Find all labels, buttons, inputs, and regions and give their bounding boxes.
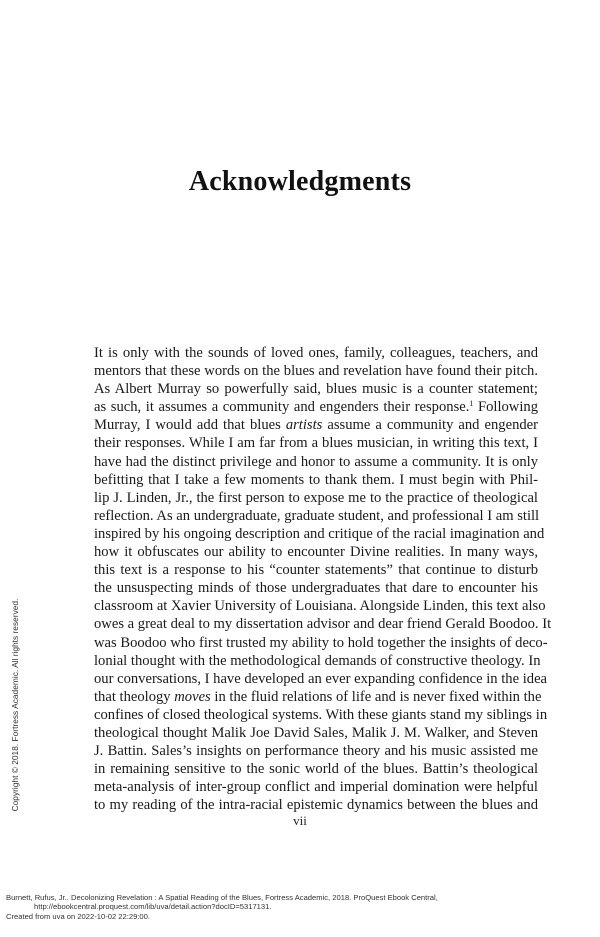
- body-line: [94, 434, 538, 452]
- chapter-heading: Acknowledgments: [188, 166, 412, 197]
- body-text-run: Following: [473, 399, 538, 416]
- body-line: [94, 416, 538, 434]
- body-text-run: their responses. While I am far from a blues musician, in writing this text, I: [94, 435, 538, 452]
- footer-created-line: Created from uva on 2022-10-02 22:29:00.: [6, 911, 150, 921]
- footnote-reference: 1: [469, 399, 474, 409]
- body-text-run: the unsuspecting minds of those undergraduates that dare to encounter his: [94, 580, 538, 597]
- body-text-run: theological thought Malik Joe David Sales, Malik J. M. Walker, and Steven: [94, 724, 538, 741]
- body-text-run: J. Battin. Sales’s insights on performance theory and his music assisted me: [94, 743, 538, 760]
- acknowledgments-body: [94, 344, 552, 814]
- citation-footer: [6, 893, 596, 921]
- body-line: [94, 579, 538, 597]
- body-text-run: that theology: [94, 688, 175, 705]
- body-text-run: confines of closed theological systems. With these giants stand my siblings in: [94, 706, 548, 723]
- footer-url-line: http://ebookcentral.proquest.com/lib/uva/detail.action?docID=5317131.: [34, 902, 272, 912]
- emphasized-word: moves: [174, 688, 211, 705]
- body-line: [94, 453, 538, 471]
- body-line: [94, 344, 538, 362]
- body-line: [94, 362, 538, 380]
- body-line: [94, 380, 538, 398]
- body-line: [94, 778, 538, 796]
- body-line: [94, 706, 548, 724]
- body-text-run: lonial thought with the methodological demands of constructive theology. In: [94, 652, 541, 669]
- body-line: [94, 742, 538, 760]
- body-text-run: meta-analysis of inter-group conflict and imperial domination were helpful: [94, 779, 538, 796]
- body-line: [94, 634, 548, 652]
- body-text-run: classroom at Xavier University of Louisiana. Alongside Linden, this text also: [94, 598, 546, 615]
- body-text-run: this text is a response to his “counter statements” that continue to disturb: [94, 562, 538, 579]
- emphasized-word: artists: [285, 417, 323, 434]
- body-text-run: to my reading of the intra-racial epistemic dynamics between the blues and: [94, 797, 538, 814]
- body-line: [94, 760, 538, 778]
- body-text-run: assume a community and engender: [322, 417, 538, 434]
- body-line: [94, 507, 538, 525]
- body-text-run: as such, it assumes a community and engenders their response.: [94, 399, 470, 416]
- body-line: [94, 525, 545, 543]
- body-text-run: befitting that I take a few moments to thank them. I must begin with Phil-: [94, 471, 538, 488]
- body-text-run: in the fluid relations of life and is never fixed within the: [210, 688, 542, 705]
- body-line: [94, 561, 538, 579]
- body-line: [94, 652, 541, 670]
- body-line: [94, 670, 548, 688]
- body-text-run: inspired by his ongoing description and critique of the racial imagination and: [94, 525, 545, 542]
- body-line: [94, 796, 538, 814]
- body-text-run: was Boodoo who first trusted my ability to hold together the insights of deco-: [94, 634, 548, 651]
- body-text-run: our conversations, I have developed an ever expanding confidence in the idea: [94, 670, 548, 687]
- body-line: [94, 615, 552, 633]
- body-line: [94, 489, 538, 507]
- body-text-run: in remaining sensitive to the sonic world of the blues. Battin’s theological: [94, 761, 538, 778]
- body-text-run: It is only with the sounds of loved ones, family, colleagues, teachers, and: [94, 345, 538, 361]
- page-number: vii: [293, 813, 307, 828]
- body-text-run: mentors that these words on the blues and revelation have found their pitch.: [94, 363, 538, 380]
- body-text-run: how it obfuscates our ability to encounter Divine realities. In many ways,: [94, 544, 538, 561]
- body-text-run: owes a great deal to my dissertation advisor and dear friend Gerald Boodoo. It: [94, 616, 552, 633]
- body-text-run: reflection. As an undergraduate, graduate student, and professional I am still: [94, 507, 540, 524]
- body-line: [94, 724, 538, 742]
- body-line: [94, 398, 538, 416]
- body-line: [94, 471, 538, 489]
- body-text-run: have had the distinct privilege and honor to assume a community. It is only: [94, 453, 538, 470]
- body-line: [94, 688, 542, 706]
- body-line: [94, 597, 546, 615]
- body-line: [94, 543, 538, 561]
- body-text-run: Murray, I would add that blues: [94, 417, 286, 434]
- footer-citation-line: Burnett, Rufus, Jr.. Decolonizing Revelation : A Spatial Reading of the Blues, Fortress Academic, 2018. ProQuest Ebook Central,: [6, 893, 438, 902]
- body-text-run: lip J. Linden, Jr., the first person to expose me to the practice of theological: [94, 489, 538, 506]
- copyright-notice: Copyright © 2018. Fortress Academic. All rights reserved.: [10, 598, 20, 812]
- body-text-run: As Albert Murray so powerfully said, blues music is a counter statement;: [94, 381, 538, 398]
